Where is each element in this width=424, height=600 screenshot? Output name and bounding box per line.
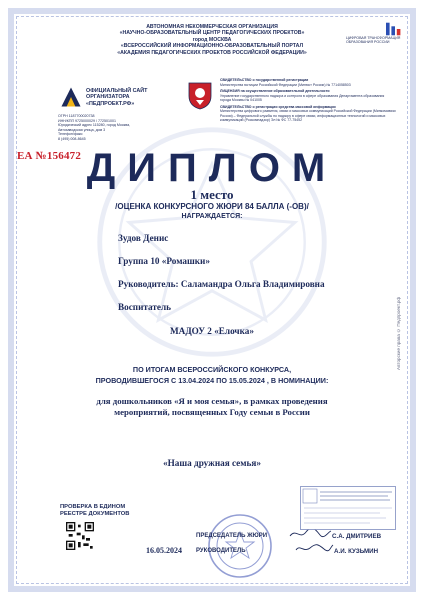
qr-code-icon[interactable] bbox=[66, 522, 94, 550]
header-line: АВТОНОМНАЯ НЕКОММЕРЧЕСКАЯ ОРГАНИЗАЦИЯ bbox=[146, 24, 278, 30]
requisite-line: Юридический адрес 115280, город Москва, bbox=[58, 123, 131, 128]
recipient-name: Зудов Денис bbox=[118, 233, 169, 243]
work-title: «Наша дружная семья» bbox=[163, 458, 261, 468]
licenses-block bbox=[220, 78, 396, 125]
issue-date: 16.05.2024 bbox=[146, 546, 182, 555]
license-body: Министерства юстиции Российской Федерации (Минюст России) № 7714058503 bbox=[220, 82, 351, 87]
header-line: город МОСКВА bbox=[192, 36, 232, 43]
supervisor-position: Воспитатель bbox=[118, 302, 171, 312]
registry-line: ПРОВЕРКА В ЕДИНОМ bbox=[60, 504, 126, 510]
pedproekt-logo-icon bbox=[58, 84, 84, 110]
jury-chairman-title: ПРЕДСЕДАТЕЛЬ ЖЮРИ bbox=[196, 533, 268, 539]
license-heading: СВИДЕТЕЛЬСТВО о государственной регистрации bbox=[220, 78, 309, 82]
jury-chairman-name: С.А. ДМИТРИЕВ bbox=[332, 533, 382, 540]
supervisor-name: Руководитель: Саламандра Ольга Владимировна bbox=[118, 279, 325, 289]
license-item bbox=[220, 78, 396, 87]
license-body: Управление государственного надзора и контроля в сфере образования Департамента образования города Москвы № 041005 bbox=[220, 93, 385, 102]
header-line: «ВСЕРОССИЙСКИЙ ИНФОРМАЦИОННО-ОБРАЗОВАТЕЛЬНЫЙ ПОРТАЛ bbox=[120, 43, 304, 50]
requisites-block bbox=[58, 114, 170, 142]
license-item bbox=[220, 89, 396, 103]
contest-results bbox=[0, 364, 424, 386]
serial-number: ЕА №156472 bbox=[17, 150, 82, 162]
brand-badge-text: ЦИФРОВАЯ ТРАНСФОРМАЦИЯ ОБРАЗОВАНИЯ РОССИИ bbox=[346, 36, 401, 45]
organization-name: МАДОУ 2 «Елочка» bbox=[170, 326, 254, 336]
copyright-note: Авторские права © Педпроект.рф bbox=[396, 296, 401, 370]
header-line: «НАУЧНО-ОБРАЗОВАТЕЛЬНЫЙ ЦЕНТР ПЕДАГОГИЧЕСКИХ ПРОЕКТОВ» bbox=[119, 30, 305, 37]
coat-of-arms-icon bbox=[186, 80, 214, 110]
recipient-group: Группа 10 «Ромашки» bbox=[118, 256, 210, 266]
license-body: Министерства цифрового развития, связи и массовых коммуникаций Российской Федерации (Минкомсвязи России) – Федеральной службы по надзору в сфере связи, информационных технологий и массовых коммуникаций (Роскомнадзор) Эл № ФС 77-75452 bbox=[220, 109, 396, 122]
official-site-label bbox=[86, 88, 176, 107]
registry-line: РЕЕСТРЕ ДОКУМЕНТОВ bbox=[60, 510, 130, 517]
requisite-line: Автозаводская улица, дом 3 bbox=[58, 127, 106, 132]
requisite-line: ИНН/КПП 9725000029 / 772501001 bbox=[58, 118, 117, 123]
header-line: «АКАДЕМИЯ ПЕДАГОГИЧЕСКИХ ПРОЕКТОВ РОССИЙСКОЙ ФЕДЕРАЦИИ» bbox=[117, 49, 307, 56]
director-title: РУКОВОДИТЕЛЬ bbox=[196, 548, 246, 554]
site-line: ОФИЦИАЛЬНЫЙ САЙТ bbox=[86, 88, 148, 94]
site-line: ОРГАНИЗАТОРА bbox=[86, 94, 130, 101]
results-line: ПО ИТОГАМ ВСЕРОССИЙСКОГО КОНКУРСА, bbox=[132, 365, 292, 374]
director-signature-icon bbox=[294, 541, 334, 555]
awarded-label: НАГРАЖДАЕТСЯ: bbox=[181, 213, 243, 220]
license-heading: СВИДЕТЕЛЬСТВО о регистрации средства массовой информации bbox=[220, 104, 336, 109]
digital-transformation-logo-icon bbox=[386, 22, 404, 36]
requisite-line: ОГРН 1187700020738 bbox=[58, 114, 95, 118]
diploma-title: ДИПЛОМ bbox=[86, 146, 338, 190]
jury-score: /ОЦЕНКА КОНКУРСНОГО ЖЮРИ 84 БАЛЛА (-ОВ)/ bbox=[115, 202, 309, 211]
nomination-line: для дошкольников «Я и моя семья», в рамках проведения bbox=[96, 396, 328, 406]
nomination-text bbox=[40, 396, 384, 418]
director-name: А.И. КУЗЬМИН bbox=[334, 548, 379, 555]
requisite-line: 8 (495) 008-8645 bbox=[58, 136, 86, 141]
electronic-signature-certificate-icon bbox=[300, 486, 396, 530]
registry-check-label bbox=[60, 504, 129, 518]
results-line: ПРОВОДИВШЕГОСЯ С 13.04.2024 ПО 15.05.2024 , В НОМИНАЦИИ: bbox=[95, 376, 329, 385]
official-stamp-icon bbox=[196, 512, 284, 580]
requisite-line: Телефон/факс: bbox=[58, 132, 84, 137]
site-line: «ПЕДПРОЕКТ.РФ» bbox=[86, 100, 135, 107]
place-label: 1 место bbox=[190, 187, 234, 202]
license-item bbox=[220, 105, 396, 123]
nomination-line: мероприятий, посвященных Году семьи в России bbox=[114, 407, 310, 417]
license-heading: ЛИЦЕНЗИЯ на осуществление образовательной деятельности bbox=[220, 89, 330, 93]
